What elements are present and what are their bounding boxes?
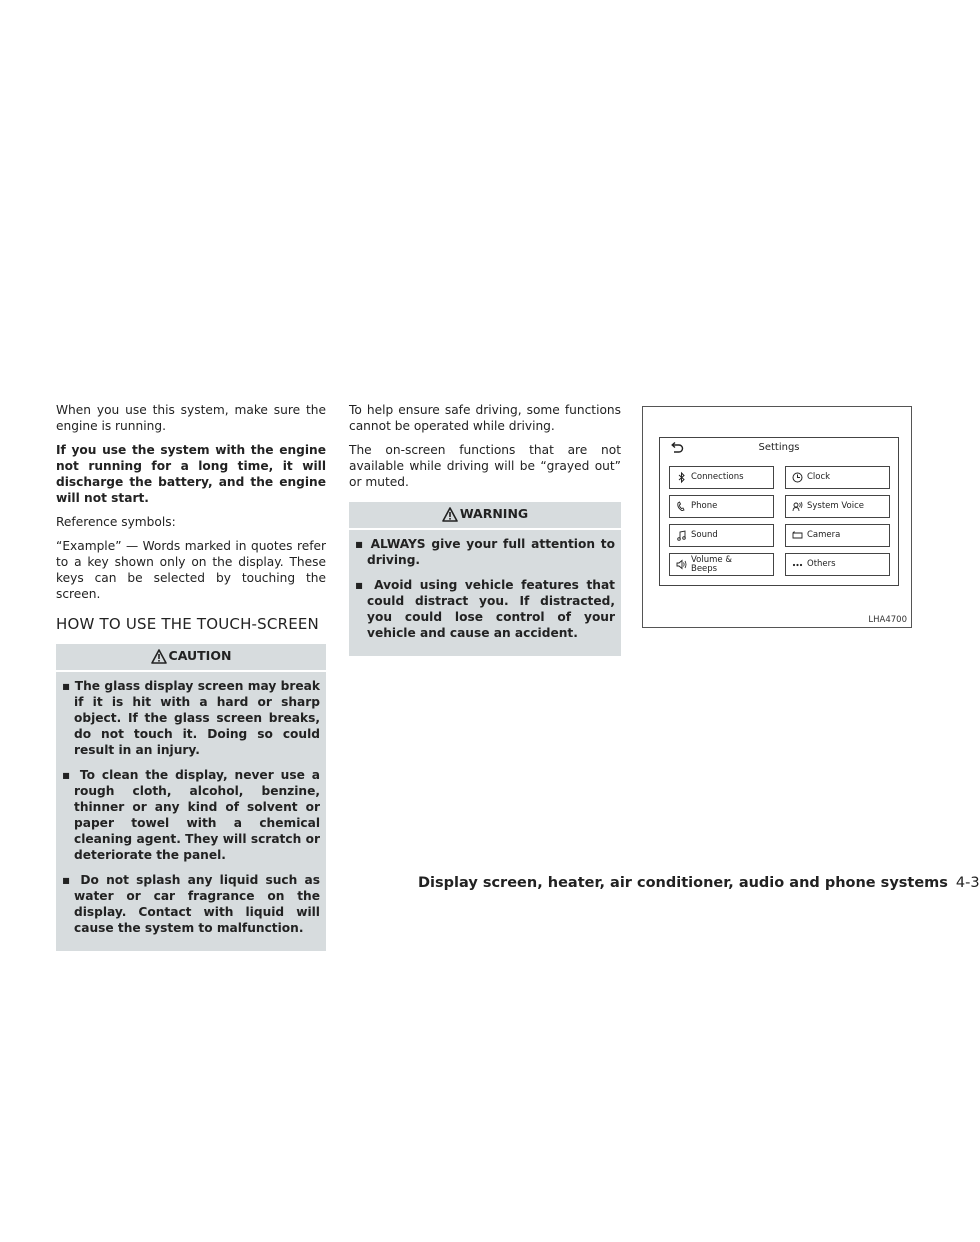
warning-triangle-icon xyxy=(151,649,167,664)
settings-screen xyxy=(659,437,899,586)
warning-list xyxy=(349,528,621,641)
paragraph-battery-warning: If you use the system with the engine not running for a long time, it will discharge the battery, and the engine will not start. xyxy=(56,443,326,505)
caution-item: ▪ The glass display screen may break if it is hit with a hard or sharp object. If the glass screen breaks, do not touch it. Doing so could result in an injury. xyxy=(62,679,320,757)
camera-icon xyxy=(792,530,803,541)
warning-item: ▪ ALWAYS give your full attention to driving. xyxy=(355,537,615,567)
caution-header xyxy=(56,644,326,670)
figure-code: LHA4700 xyxy=(868,615,907,625)
phone-label: Phone xyxy=(691,501,718,511)
warning-label: WARNING xyxy=(459,506,529,521)
paragraph-example-definition: “Example” — Words marked in quotes refer to a key shown only on the display. These keys can be selected by touching the screen. xyxy=(56,539,326,601)
camera-label: Camera xyxy=(807,530,841,540)
camera-button[interactable] xyxy=(785,524,890,547)
speaker-icon xyxy=(676,559,687,570)
page-number: 4-3 xyxy=(955,875,980,891)
system-voice-button[interactable] xyxy=(785,495,890,518)
warning-header xyxy=(349,502,621,528)
paragraph-engine-running: When you use this system, make sure the engine is running. xyxy=(56,403,326,433)
system-voice-label: System Voice xyxy=(807,501,865,511)
paragraph-grayed-out: The on-screen functions that are not available while driving will be “grayed out” or muted. xyxy=(349,443,621,489)
middle-column xyxy=(349,402,621,656)
connections-button[interactable] xyxy=(669,466,774,489)
dots-icon xyxy=(792,559,803,570)
caution-item: ▪ To clean the display, never use a rough cloth, alcohol, benzine, thinner or any kind of solvent or paper towel with a chemical cleaning agent. They will scratch or deteriorate the panel. xyxy=(62,768,320,862)
warning-item: ▪ Avoid using vehicle features that could distract you. If distracted, you could lose control of your vehicle and cause an accident. xyxy=(355,578,615,640)
sound-label: Sound xyxy=(691,530,718,540)
bluetooth-icon xyxy=(676,472,687,483)
screen-title: Settings xyxy=(758,442,800,453)
clock-label: Clock xyxy=(807,472,831,482)
caution-item: ▪ Do not splash any liquid such as water or car fragrance on the display. Contact with liquid will cause the system to malfunction. xyxy=(62,873,320,935)
phone-button[interactable] xyxy=(669,495,774,518)
caution-label: CAUTION xyxy=(168,648,232,663)
voice-icon xyxy=(792,501,803,512)
section-heading: HOW TO USE THE TOUCH-SCREEN xyxy=(56,615,319,633)
paragraph-reference-symbols: Reference symbols: xyxy=(56,515,176,529)
caution-list xyxy=(56,670,326,936)
connections-label: Connections xyxy=(691,472,744,482)
settings-screen-figure xyxy=(642,406,912,628)
left-column xyxy=(56,402,326,951)
others-label: Others xyxy=(807,559,836,569)
warning-triangle-icon xyxy=(442,507,458,522)
paragraph-safe-driving: To help ensure safe driving, some functions cannot be operated while driving. xyxy=(349,403,621,433)
clock-icon xyxy=(792,472,803,483)
volume-beeps-label: Volume & Beeps xyxy=(691,554,732,574)
music-note-icon xyxy=(676,530,687,541)
caution-box xyxy=(56,644,326,951)
others-button[interactable] xyxy=(785,553,890,576)
warning-box xyxy=(349,502,621,656)
volume-beeps-button[interactable] xyxy=(669,553,774,576)
clock-button[interactable] xyxy=(785,466,890,489)
phone-icon xyxy=(676,501,687,512)
footer-title: Display screen, heater, air conditioner, audio and phone systems xyxy=(418,875,948,891)
sound-button[interactable] xyxy=(669,524,774,547)
page-footer xyxy=(418,875,980,891)
